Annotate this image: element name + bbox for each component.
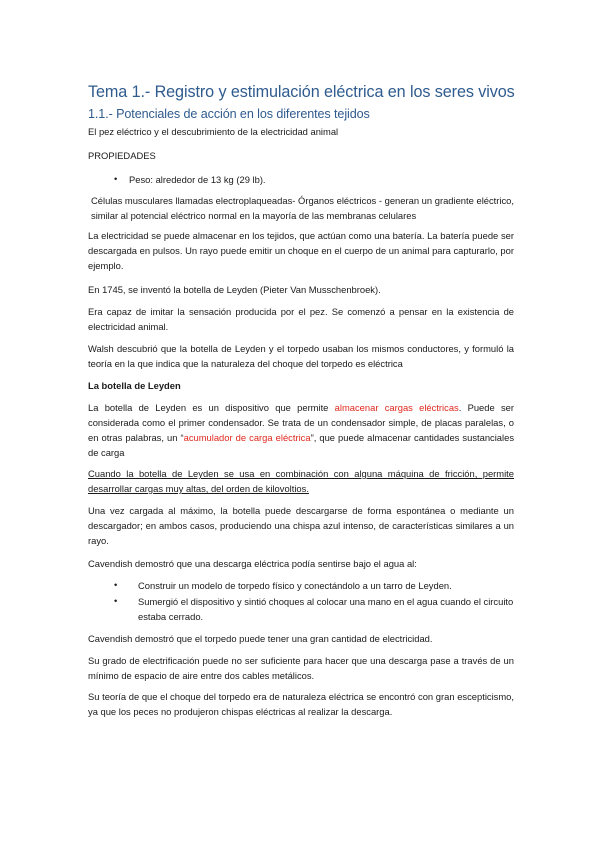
cavendish-item: Construir un modelo de torpedo físico y conectándolo a un tarro de Leyden. [138, 580, 452, 591]
cavendish-intro: Cavendish demostró que una descarga eléctrica podía sentirse bajo el agua al: [88, 558, 417, 569]
botella-highlight-1: almacenar cargas eléctricas [334, 402, 459, 413]
document-title: Tema 1.- Registro y estimulación eléctrica en los seres vivos [88, 83, 515, 101]
imitar-paragraph: Era capaz de imitar la sensación producida por el pez. Se comenzó a pensar en la existencia de electricidad animal. [88, 306, 514, 332]
electricidad-paragraph: La electricidad se puede almacenar en los tejidos, que actúan como una batería. La batería puede ser descargada en pulsos. Un rayo puede emitir un choque en el cuerpo de un animal para capturarlo, por ejemplo. [88, 230, 514, 271]
teoria-paragraph: Su teoría de que el choque del torpedo era de naturaleza eléctrica se encontró con gran escepticismo, ya que los peces no produjeron chispas eléctricas al realizar la descarga. [88, 691, 514, 717]
propiedades-label: PROPIEDADES [88, 150, 156, 161]
friccion-paragraph: Cuando la botella de Leyden se usa en combinación con alguna máquina de fricción, permite desarrollar cargas muy altas, del orden de kilovoltios. [88, 468, 514, 494]
celulas-paragraph: Células musculares llamadas electroplaqueadas- Órganos eléctricos - generan un gradiente eléctrico, similar al potencial eléctrico normal en la mayoría de las membranas celulares [91, 195, 514, 221]
walsh-paragraph: Walsh descubrió que la botella de Leyden y el torpedo usaban los mismos conductores, y formuló la teoría en la que indica que la naturaleza del choque del torpedo es eléctrica [88, 343, 514, 369]
section-heading: El pez eléctrico y el descubrimiento de la electricidad animal [88, 126, 339, 137]
bullet-dot: • [114, 595, 118, 606]
botella-text-2: . Puede ser considerada como el primer condensador. Se trata de un condensador simple, de placas paralelas, o en otras palabras, un “ [88, 402, 514, 443]
botella-heading: La botella de Leyden [88, 380, 181, 391]
bullet-dot: • [114, 579, 118, 590]
bullet-dot: • [114, 173, 118, 184]
document-subtitle: 1.1.- Potenciales de acción en los diferentes tejidos [88, 107, 370, 121]
botella-text-1: La botella de Leyden es un dispositivo que permite [88, 402, 335, 413]
botella-1745-paragraph: En 1745, se inventó la botella de Leyden (Pieter Van Musschenbroek). [88, 284, 381, 295]
cavendish-item: Sumergió el dispositivo y sintió choques al colocar una mano en el agua cuando el circuito estaba cerrado. [138, 596, 514, 622]
botella-text-3: ”, que puede almacenar cantidades sustanciales de carga [88, 432, 515, 458]
cavendish-torpedo-paragraph: Cavendish demostró que el torpedo puede tener una gran cantidad de electricidad. [88, 633, 433, 644]
botella-paragraph [88, 400, 514, 460]
cargada-paragraph: Una vez cargada al máximo, la botella puede descargarse de forma espontánea o mediante un descargador; en ambos casos, produciendo una chispa azul intenso, de características similares a un rayo. [88, 505, 514, 546]
botella-highlight-2: acumulador de carga eléctrica [183, 432, 311, 443]
peso-item: Peso: alrededor de 13 kg (29 lb). [129, 174, 266, 185]
grado-paragraph: Su grado de electrificación puede no ser suficiente para hacer que una descarga pase a través de un mínimo de espacio de aire entre dos cables metálicos. [88, 655, 514, 681]
